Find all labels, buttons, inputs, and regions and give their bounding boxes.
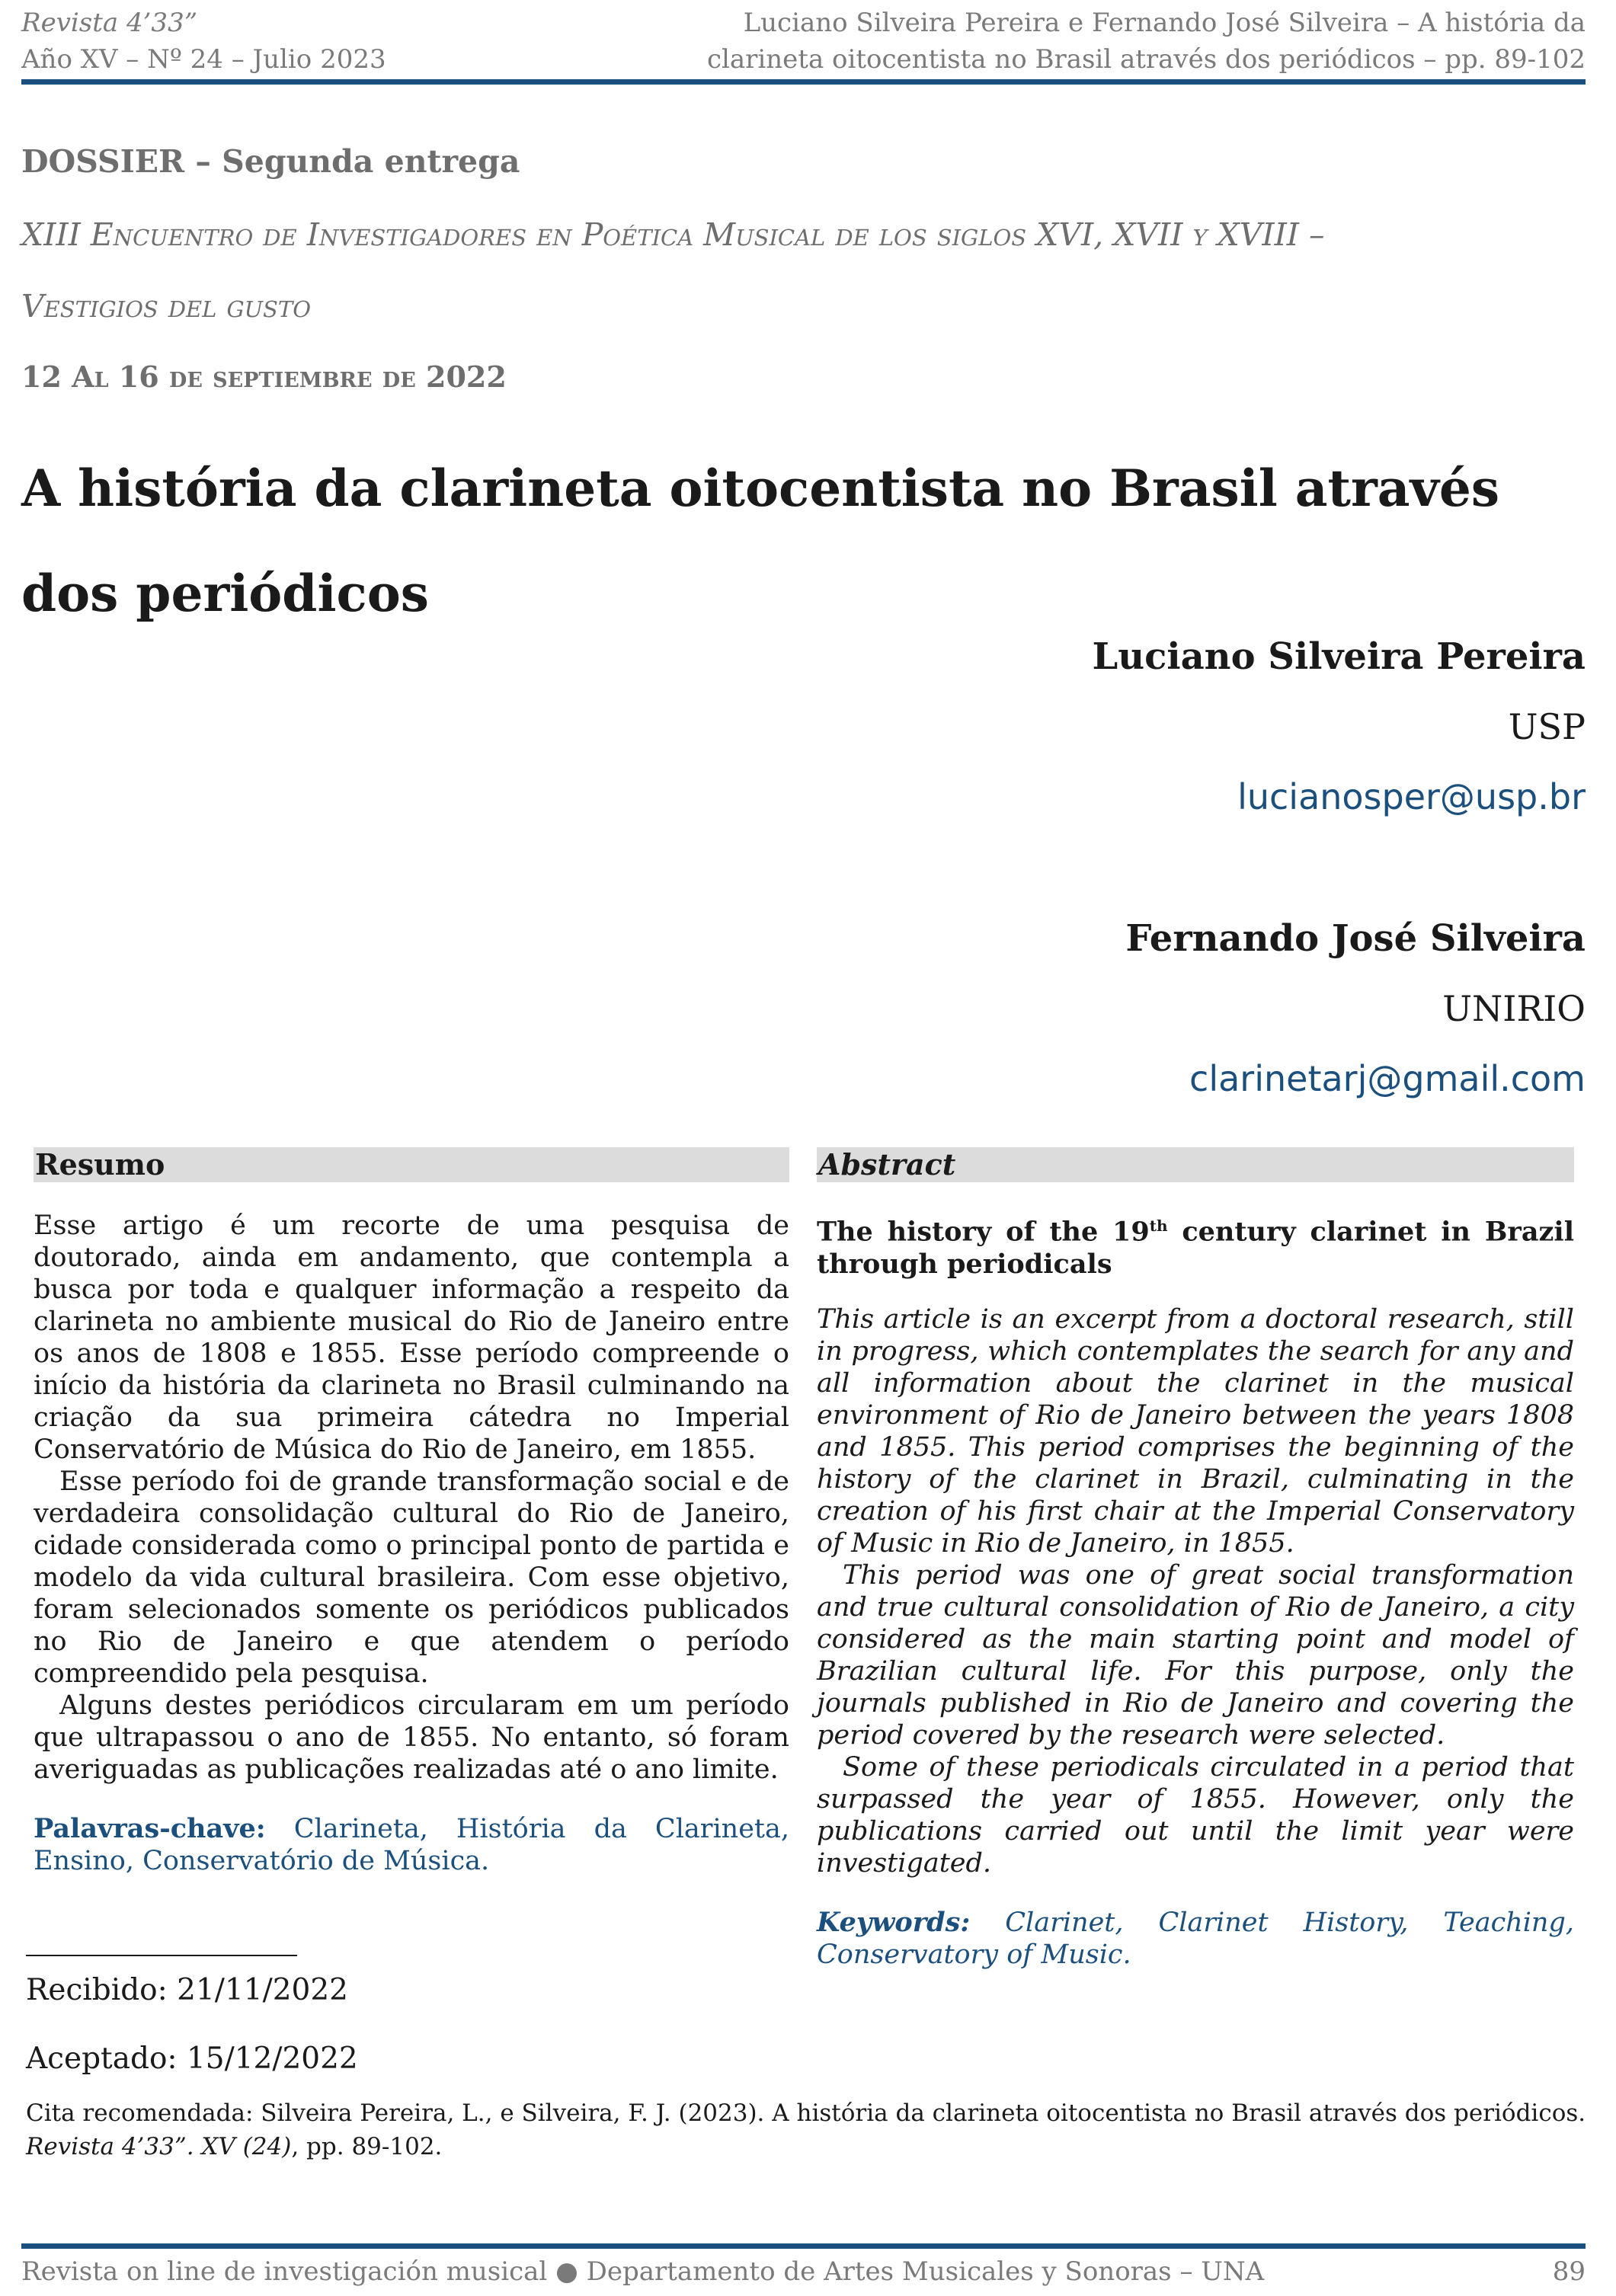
- journal-name: Revista 4’33”: [21, 8, 198, 38]
- header-rule: [21, 79, 1586, 85]
- abstract-title: [817, 1210, 1574, 1281]
- article-title: A história da clarineta oitocentista no Brasil através dos periódicos: [21, 459, 1500, 623]
- abstract-heading: Abstract: [817, 1147, 1574, 1182]
- resumo-section: [34, 1147, 789, 1877]
- running-title-line-1: Luciano Silveira Pereira e Fernando José Silveira – A história da: [743, 8, 1586, 38]
- abstract-paragraph: This period was one of great social transformation and true cultural consolidation of Rio de Janeiro, a city considered as the main starting point and model of Brazilian cultural life. For this purpose, only the journals published in Rio de Janeiro and covering the period covered by the research were selected.: [817, 1559, 1574, 1751]
- page-number: 89: [1552, 2256, 1586, 2287]
- event-date: 12 Al 16 de septiembre de 2022: [21, 360, 507, 394]
- footnote-rule: [26, 1955, 297, 1956]
- recommended-citation: [26, 2096, 1588, 2163]
- author-affiliation: USP: [1508, 706, 1586, 747]
- author-name: Fernando José Silveira: [1125, 917, 1586, 960]
- keywords-list: Clarineta, História da Clarineta, Ensino, Conservatório de Música.: [34, 1814, 789, 1876]
- author-block: [1125, 903, 1586, 1114]
- dossier-label: DOSSIER – Segunda entrega: [21, 143, 520, 180]
- resumo-paragraph: Esse artigo é um recorte de uma pesquisa de doutorado, ainda em andamento, que contempla a busca por toda e qualquer informação a respeito da clarineta no ambiente musical do Rio de Janeiro entre os anos de 1808 e 1855. Esse período compreende o início da história da clarineta no Brasil culminando na criação da sua primeira cátedra no Imperial Conservatório de Música do Rio de Janeiro, em 1855.: [34, 1210, 789, 1465]
- author-affiliation: UNIRIO: [1442, 988, 1586, 1029]
- abstract-paragraph: This article is an excerpt from a doctoral research, still in progress, which contemplates the search for any and all information about the clarinet in the musical environment of Rio de Janeiro between the years 1808 and 1855. This period comprises the beginning of the history of the clarinet in Brazil, culminating in the creation of his first chair at the Imperial Conservatory of Music in Rio de Janeiro, in 1855.: [817, 1303, 1574, 1559]
- footer-text: Revista on line de investigación musical ● Departamento de Artes Musicales y Sonoras – UNA: [21, 2256, 1265, 2287]
- abstract-title-text: The history of the 19: [817, 1216, 1150, 1248]
- resumo-heading: Resumo: [34, 1147, 789, 1182]
- author-name: Luciano Silveira Pereira: [1092, 635, 1586, 678]
- citation-pages: , pp. 89-102.: [291, 2133, 443, 2160]
- citation-text: Cita recomendada: Silveira Pereira, L., e Silveira, F. J. (2023). A história da clarineta oitocentista no Brasil através dos periódicos.: [26, 2099, 1586, 2127]
- event-subtitle: Vestigios del gusto: [21, 288, 312, 325]
- resumo-keywords: [34, 1813, 789, 1877]
- running-header-left: [21, 5, 386, 78]
- abstract-keywords: [817, 1907, 1574, 1971]
- abstract-paragraph: Some of these periodicals circulated in a period that surpassed the year of 1855. However, only the publications carried out until the limit year were investigated.: [817, 1751, 1574, 1879]
- issue-info: Año XV – Nº 24 – Julio 2023: [21, 44, 386, 75]
- event-title: XIII Encuentro de Investigadores en Poética Musical de los siglos XVI, XVII y XVIII –: [21, 216, 1325, 253]
- author-email-link[interactable]: clarinetarj@gmail.com: [1189, 1058, 1586, 1099]
- footer-rule: [21, 2243, 1586, 2249]
- keywords-list: Clarinet, Clarinet History, Teaching, Conservatory of Music.: [817, 1907, 1574, 1970]
- abstract-title-sup: th: [1149, 1217, 1168, 1235]
- author-block: [1092, 622, 1586, 832]
- keywords-label: Keywords:: [817, 1906, 971, 1938]
- resumo-paragraph: Alguns destes periódicos circularam em um período que ultrapassou o ano de 1855. No entanto, só foram averiguadas as publicações realizadas até o ano limite.: [34, 1690, 789, 1785]
- received-date: Recibido: 21/11/2022: [26, 1973, 348, 2007]
- keywords-label: Palavras-chave:: [34, 1813, 266, 1844]
- resumo-paragraph: Esse período foi de grande transformação social e de verdadeira consolidação cultural do Rio de Janeiro, cidade considerada como o principal ponto de partida e modelo da vida cultural brasileira. Com esse objetivo, foram selecionados somente os periódicos publicados no Rio de Janeiro e que atendem o período compreendido pela pesquisa.: [34, 1466, 789, 1689]
- running-header-right: [707, 5, 1586, 78]
- citation-source: Revista 4’33”. XV (24): [26, 2133, 292, 2160]
- abstract-title-text: century clarinet in Brazil through periodicals: [817, 1216, 1574, 1280]
- author-email-link[interactable]: lucianosper@usp.br: [1237, 776, 1586, 817]
- running-title-line-2: clarineta oitocentista no Brasil através dos periódicos – pp. 89-102: [706, 44, 1586, 75]
- accepted-date: Aceptado: 15/12/2022: [26, 2042, 358, 2076]
- abstract-section: [817, 1147, 1574, 1971]
